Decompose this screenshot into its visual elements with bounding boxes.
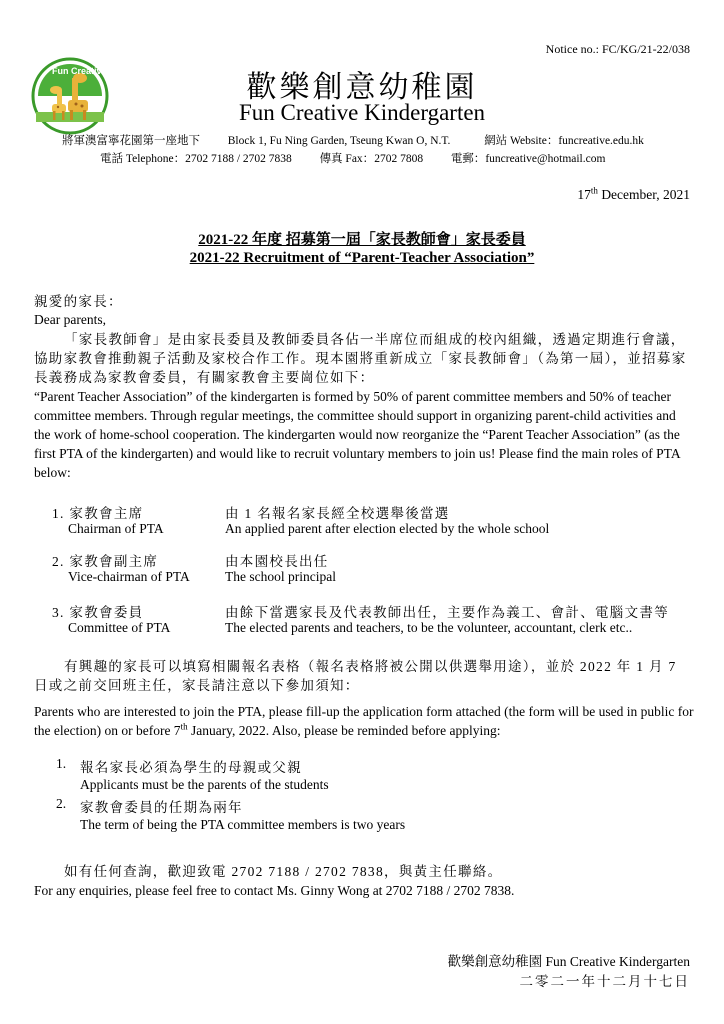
role-desc-en: The school principal xyxy=(225,569,336,584)
role-item xyxy=(52,550,702,598)
telephone: 2702 7188 / 2702 7838 xyxy=(185,153,292,165)
address-line xyxy=(62,132,644,148)
school-name-en: Fun Creative Kindergarten xyxy=(238,100,486,125)
apply-en-part2: January, 2022. Also, please be reminded before applying: xyxy=(187,723,501,738)
note-num: 1. xyxy=(56,756,67,771)
date-rest: December, 2021 xyxy=(597,187,690,202)
role-desc-zh: 由本園校長出任 xyxy=(225,554,329,569)
signature-date: 二零二一年十二月十七日 xyxy=(519,974,690,989)
note-zh: 報名家長必須為學生的母親或父親 xyxy=(80,760,302,775)
role-num: 2. xyxy=(52,554,65,569)
role-num: 3. xyxy=(52,605,65,620)
email[interactable]: funcreative@hotmail.com xyxy=(485,153,606,165)
letter-date xyxy=(577,187,690,203)
role-item xyxy=(52,502,702,550)
greeting-zh: 親愛的家長： xyxy=(34,294,123,309)
address-en: Block 1, Fu Ning Garden, Tseung Kwan O, N.T. xyxy=(227,135,451,147)
role-title-en: Vice-chairman of PTA xyxy=(68,569,190,584)
logo-text: Fun Creative xyxy=(52,66,107,76)
website-label: 網站 Website： xyxy=(484,135,559,147)
apply-zh: 有興趣的家長可以填寫相關報名表格（報名表格將被公開以供選舉用途），並於 2022 年 1 月 7 日或之前交回班主任，家長請注意以下參加須知： xyxy=(34,659,677,693)
role-title-zh: 家教會副主席 xyxy=(69,554,159,569)
role-title-zh: 家教會委員 xyxy=(69,605,144,620)
fax: 2702 7808 xyxy=(374,153,424,165)
signature-school: 歡樂創意幼稚園 Fun Creative Kindergarten xyxy=(447,954,690,969)
telephone-label: 電話 Telephone： xyxy=(100,153,186,165)
apply-en xyxy=(34,702,694,740)
website[interactable]: funcreative.edu.hk xyxy=(558,135,644,147)
date-suffix: th xyxy=(590,185,598,196)
intro-en: “Parent Teacher Association” of the kindergarten is formed by 50% of parent committee members and 50% of teacher committee members. Through regular meetings, the committee should support in organizing parent-child activities and the work of home-school cooperation. The kindergarten would now reorganize the “Parent Teacher Association” (as the first PTA of the kindergarten) and would like to recruit voluntary members to join us! Please find the main roles of PTA below: xyxy=(34,389,680,480)
role-title-en: Committee of PTA xyxy=(68,620,171,635)
note-item xyxy=(56,796,696,836)
notes-list xyxy=(56,756,696,836)
enquiry-en: For any enquiries, please feel free to contact Ms. Ginny Wong at 2702 7188 / 2702 7838. xyxy=(34,883,515,898)
role-title-zh: 家教會主席 xyxy=(69,506,144,521)
note-en: Applicants must be the parents of the students xyxy=(80,777,329,792)
email-label: 電郵： xyxy=(450,153,486,165)
note-item xyxy=(56,756,696,796)
role-desc-en: An applied parent after election elected by the whole school xyxy=(225,521,550,536)
note-num: 2. xyxy=(56,796,67,811)
role-desc-zh: 由餘下當選家長及代表教師出任，主要作為義工、會計、電腦文書等 xyxy=(225,605,669,620)
enquiry-zh: 如有任何查詢，歡迎致電 2702 7188 / 2702 7838，與黃主任聯絡。 xyxy=(64,864,503,879)
title-zh: 2021-22 年度 招募第一屆「家長教師會」家長委員 xyxy=(198,232,526,248)
role-desc-en: The elected parents and teachers, to be the volunteer, accountant, clerk etc.. xyxy=(225,620,633,635)
contact-line xyxy=(100,150,605,166)
apply-en-part1: Parents who are interested to join the PTA, please fill-up the application form attached (the form will be used in public for the election) on or before 7 xyxy=(34,704,694,738)
role-desc-zh: 由 1 名報名家長經全校選舉後當選 xyxy=(225,506,450,521)
date-day: 17 xyxy=(577,187,591,202)
role-title-en: Chairman of PTA xyxy=(68,521,164,536)
title-en: 2021-22 Recruitment of “Parent-Teacher Association” xyxy=(189,250,535,266)
greeting-en: Dear parents, xyxy=(34,312,106,327)
role-num: 1. xyxy=(52,506,65,521)
roles-list xyxy=(52,502,702,649)
role-item xyxy=(52,601,702,649)
note-zh: 家教會委員的任期為兩年 xyxy=(80,800,243,815)
address-zh: 將軍澳富寧花園第一座地下 xyxy=(62,135,200,147)
school-name-zh: 歡樂創意幼稚園 xyxy=(246,71,478,104)
note-en: The term of being the PTA committee members is two years xyxy=(80,817,406,832)
fax-label: 傳真 Fax： xyxy=(319,153,375,165)
notice-number: Notice no.: FC/KG/21-22/038 xyxy=(545,42,690,56)
intro-zh: 「家長教師會」是由家長委員及教師委員各佔一半席位而組成的校內組織，透過定期進行會議，協助家教會推動親子活動及家校合作工作。現本園將重新成立「家長教師會」（為第一屆），並招募家長義務成為家教會委員，有關家教會主要崗位如下： xyxy=(34,332,687,385)
apply-en-sup: th xyxy=(180,721,188,732)
